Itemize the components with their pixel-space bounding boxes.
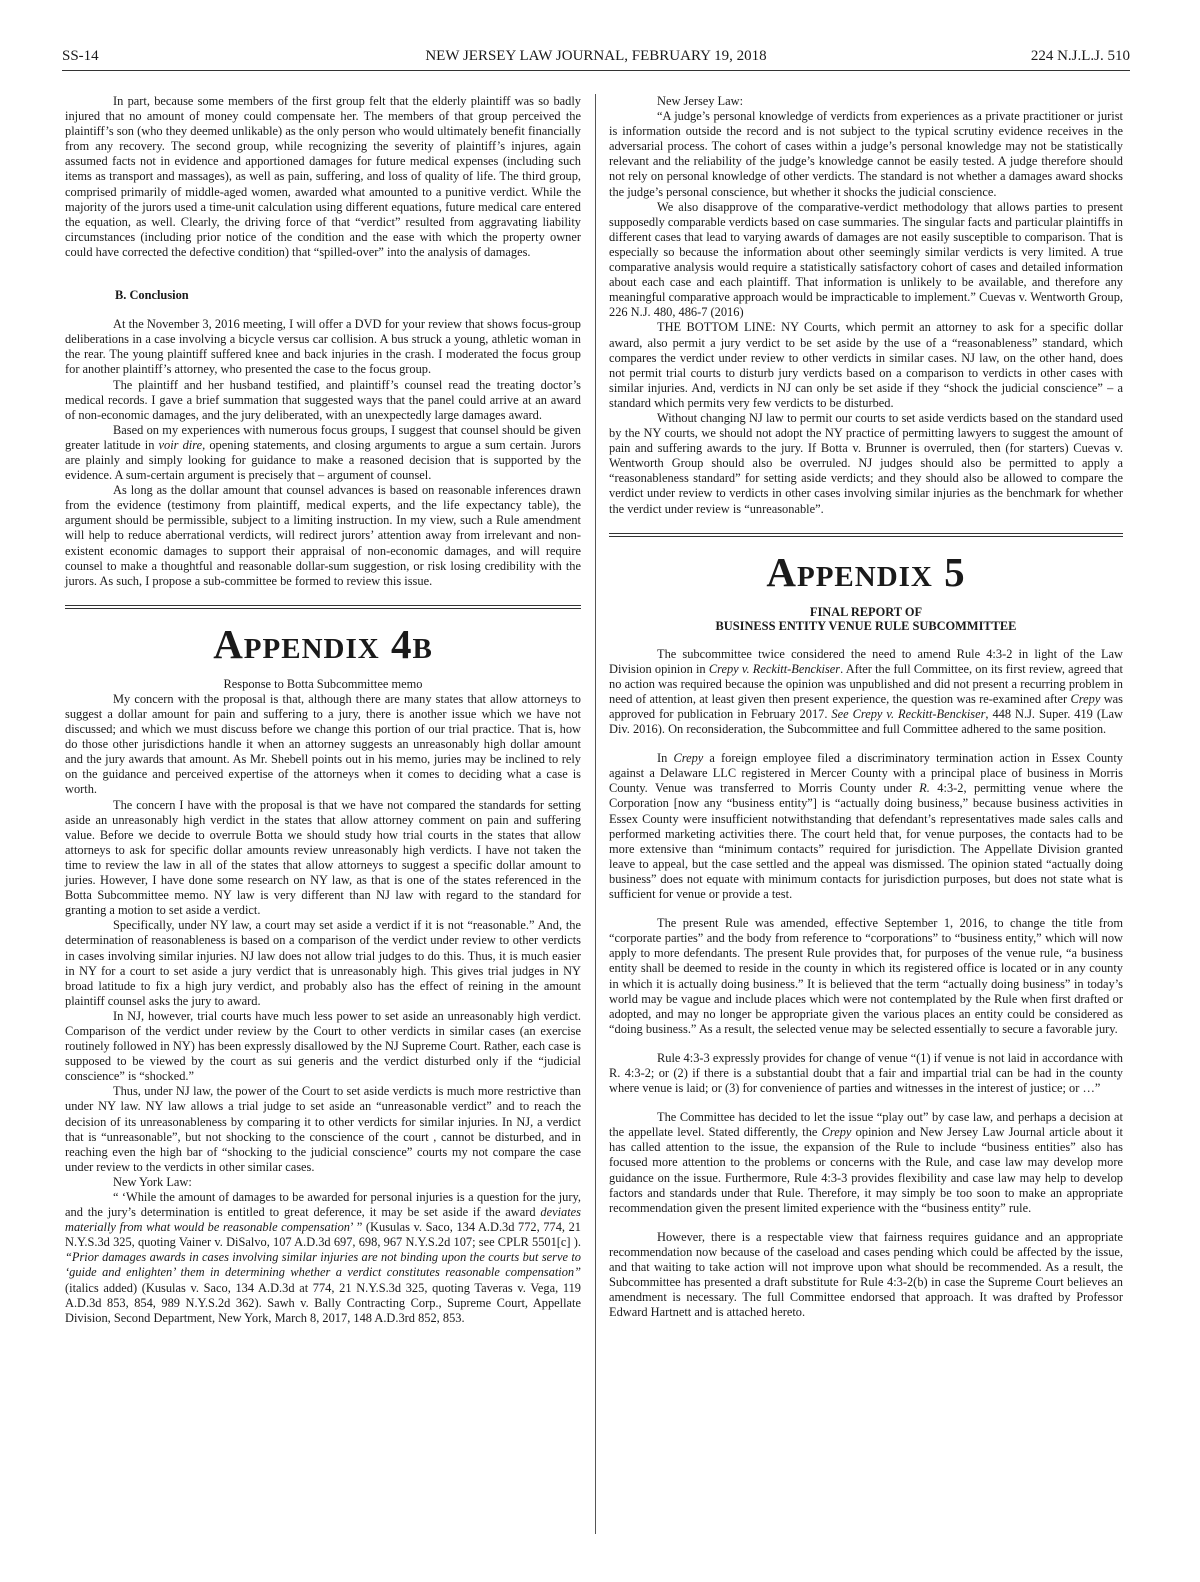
paragraph: The Committee has decided to let the issue “play out” by case law, and perhaps a decision at the appellate level. Stated differently, the Crepy opinion and New Jersey Law Journal article about it has called attention to the issue, the expansion of the Rule to include “business entities” also has focused more attention to the problems or concerns with the Rule, and case law may develop more guidance on the issue. Furthermore, Rule 4:3-3 provides flexibility and case law may help to develop factors and standards under that Rule. Therefore, it may simply be too soon to make an appropriate recommendation given the present limited experience with the “business entity” rule. [609,1110,1123,1215]
paragraph: My concern with the proposal is that, although there are many states that allow attorneys to suggest a dollar amount for pain and suffering to a jury, there is another issue which we have not discussed; and which we must discuss before we change this portion of our trial practice. That is, how do those other jurisdictions handle it when an attorney suggests an unreasonably high dollar amount and the jury awards that amount. As Mr. Shebell points out in his memo, juries may be inclined to rely on the guidance and perceived expertise of the attorneys when it comes to deciding what a case is worth. [65,691,581,797]
paragraph: Rule 4:3-3 expressly provides for change of venue “(1) if venue is not laid in accordance with R. 4:3-2; or (2) if there is a substantial doubt that a fair and impartial trial can be had in the county where venue is laid; or (3) for convenience of parties and witnesses in the interest of justice; or …” [609,1050,1123,1096]
appendix-title: Appendix 4b [213,620,433,667]
paragraph: However, there is a respectable view that fairness requires guidance and an appropriate recommendation now because of the caseload and cases pending which could be affected by the issue, and that waiting to take action will not improve upon what should be recommended. As a result, the Subcommittee has presented a draft substitute for Rule 4:3-2(b) in case the Supreme Court believes an amendment is necessary. The full Committee endorsed that approach. It was drafted by Professor Edward Hartnett and is attached hereto. [609,1229,1123,1320]
appendix-title: Appendix 5 [766,548,966,595]
report-title-line-2: BUSINESS ENTITY VENUE RULE SUBCOMMITTEE [715,618,1017,633]
paragraph: In Crepy a foreign employee filed a discriminatory termination action in Essex County against a Delaware LLC registered in Mercer County with a principal place of business in Morris County. Venue was transferred to Morris County under R. 4:3-2, permitting venue where the Corporation [now any “business entity”] is “actually doing business,” because business activities in Essex County were insufficient notwithstanding that defendant’s representatives made sales calls and performed marketing activities there. The court held that, for venue purposes, the contacts had to be more extensive than “minimum contacts” required for jurisdiction. The Appellate Division granted leave to appeal, but the case settled and the appeal was dismissed. The opinion stated “actually doing business” does not equate with minimum contacts for jurisdiction purposes, but does not state what is sufficient for venue or provide a test. [609,751,1123,902]
paragraph: The present Rule was amended, effective September 1, 2016, to change the title from “corporate parties” and the body from reference to “corporations” to “business entity,” which will now apply to more defendants. The present Rule provides that, for purposes of the venue rule, “a business entity shall be deemed to reside in the county in which its registered office is located or in any county in which it is actually doing business.” It is believed that the term “actually doing business” in today’s world may be vague and include places which were not contemplated by the Rule when first drafted or adopted, and may no longer be appropriate given the various places an entity could be considered as “doing business.” As a result, the selected venue may be selected essentially to secure a favorable jury. [609,916,1123,1036]
paragraph: The plaintiff and her husband testified, and plaintiff’s counsel read the treating doctor’s medical records. I gave a brief summation that suggested ways that the panel could arrive at an award of non-economic damages, and the jury deliberated, with an unexpectedly large damages award. [65,377,581,422]
report-title-line-1: FINAL REPORT OF [809,604,923,619]
memo-title: Response to Botta Subcommittee memo [223,676,423,691]
nj-law-label: New Jersey Law: [657,94,744,108]
section-divider [609,533,1123,537]
column-divider [595,94,596,1534]
paragraph: Thus, under NJ law, the power of the Court to set aside verdicts is much more restrictive than under NY law. NY law allows a trial judge to set aside an “unreasonable verdict” and to reach the decision of its unreasonableness by comparing it to other verdicts for similar injuries. In NJ, a verdict that is “unreasonable”, but not shocking to the conscience of the court , cannot be disturbed, and in reaching even the high bar of “shocking to the judicial conscience” courts my not compare the case under review to the verdicts in other similar cases. [65,1084,581,1174]
paragraph: Specifically, under NY law, a court may set aside a verdict if it is not “reasonable.” And, the determination of reasonableness is based on a comparison of the verdict under review to other verdicts in cases involving similar injuries. NJ law does not allow trial judges to do this. Thus, it is much easier in NY for a court to set aside a jury verdict that is unreasonably high. This gives trial judges in NY broad latitude to fix a high jury verdict, and probably also has the effect of reining in the amount plaintiff counsel asks the jury to award. [65,918,581,1008]
ny-law-label: New York Law: [113,1174,192,1189]
paragraph: THE BOTTOM LINE: NY Courts, which permit an attorney to ask for a specific dollar award, also permit a jury verdict to be set aside by the use of a “reasonableness” standard, which compares the verdict under review to other verdicts in similar cases. NJ law, on the other hand, does not permit trial courts to disturb jury verdicts based on a comparison to verdicts in other cases with similar injuries. And, verdicts in NJ can only be set aside if they “shock the judicial conscience” – a standard which permits very few verdicts to be disturbed. [609,320,1123,410]
paragraph: In part, because some members of the first group felt that the elderly plaintiff was so badly injured that no amount of money could compensate her. The members of that group perceived the plaintiff’s son (who they deemed unlikable) as the only person who would ultimately benefit financially from any recovery. The second group, while recognizing the severity of plaintiff’s injures, again assumed facts not in evidence and apportioned damages for future medical expenses (including such items as transport and massages), as well as pain, suffering, and loss of quality of life. The third group, comprised primarily of middle-aged women, awarded what amounted to a punitive verdict. While the majority of the jurors used a time-unit calculation using different equations, future medical care entered the equation, as well. Clearly, the driving force of that “verdict” resulted from aggravating liability circumstances (including prior notice of the condition and the ease with which the property owner could have corrected the defective condition) that “spilled-over” into the analysis of damages. [65,94,581,259]
paragraph: In NJ, however, trial courts have much less power to set aside an unreasonably high verdict. Comparison of the verdict under review by the Court to other verdicts in similar cases (an exercise routinely followed in NY) has been expressly disallowed by the NJ Supreme Court. Rather, each case is supposed to be viewed by the court as sui generis and the verdict disturbed only if the “judicial conscience” is “shocked.” [65,1008,581,1084]
paragraph: “ ‘While the amount of damages to be awarded for personal injuries is a question for the jury, and the jury’s determination is entitled to great deference, it may be set aside if the award deviates materially from what would be reasonable compensation’ ” (Kusulas v. Saco, 134 A.D.3d 772, 774, 21 N.Y.S.3d 325, quoting Vainer v. DiSalvo, 107 A.D.3d 697, 698, 967 N.Y.S.2d 107; see CPLR 5501[c] ). “Prior damages awards in cases involving similar injuries are not binding upon the courts but serve to ‘guide and enlighten’ them in determining whether a verdict constitutes reasonable compensation” (italics added) (Kusulas v. Saco, 134 A.D.3d at 774, 21 N.Y.S.3d 325, quoting Taveras v. Vega, 119 A.D.3d 853, 854, 989 N.Y.S.2d 362). Sawh v. Bally Contracting Corp., Supreme Court, Appellate Division, Second Department, New York, March 8, 2017, 148 A.D.3rd 852, 853. [65,1190,582,1325]
section-heading-conclusion: B. Conclusion [115,288,189,303]
page-header [62,48,1130,68]
paragraph: At the November 3, 2016 meeting, I will offer a DVD for your review that shows focus-group deliberations in a case involving a bicycle versus car collision. A bus struck a young, athletic woman in the rear. The young plaintiff suffered knee and back injuries in the crash. I moderated the focus group for another plaintiff’s attorney, who presented the case to the focus group. [65,317,581,377]
paragraph: The concern I have with the proposal is that we have not compared the standards for setting aside an unreasonably high verdict in the states that allow attorney comment on pain and suffering value. Before we decide to overrule Botta we should study how trial courts in the states that allow attorneys to ask for specific dollar amounts review unreasonably high verdicts. I have not taken the time to review the law in all of the states that allow attorneys to suggest a specific dollar amount to juries. However, I have done some research on NY law, as that is one of the states referenced in the Botta Subcommittee memo. NY law is very different than NJ law with regard to the standard for granting a motion to set aside a verdict. [65,797,581,918]
paragraph: Without changing NJ law to permit our courts to set aside verdicts based on the standard used by the NY courts, we should not adopt the NY practice of permitting lawyers to suggest the amount of pain and suffering awards to the jury. If Botta v. Brunner is overruled, then (for starters) Cuevas v. Wentworth Group should also be overruled. NJ judges should also be permitted to apply a “reasonableness standard” for setting aside verdicts; and they should also be allowed to compare the verdict under review to verdicts in other cases involving similar injuries as the benchmark for whether the verdict under review is “unreasonable”. [609,410,1123,516]
right-column [609,94,1123,1320]
paragraph: As long as the dollar amount that counsel advances is based on reasonable inferences drawn from the evidence (testimony from plaintiff, medical experts, and the life expectancy table), the argument should be permissible, subject to a limiting instruction. In my view, such a Rule amendment will help to reduce aberrational verdicts, will redirect jurors’ attention away from irrelevant and non-existent economic damages to support their appraisal of non-economic damages, and will require counsel to make a thoughtful and reasonable dollar-sum suggestion, or risk losing credibility with the jurors. As such, I propose a sub-committee be formed to review this issue. [65,483,581,588]
paragraph: Based on my experiences with numerous focus groups, I suggest that counsel should be given greater latitude in voir dire, opening statements, and closing arguments to argue a sum certain. Jurors are plainly and simply looking for guidance to make a reasoned decision that is supported by the evidence. A sum-certain argument is precisely that – argument of counsel. [65,422,581,483]
section-divider [65,605,581,609]
paragraph: We also disapprove of the comparative-verdict methodology that allows parties to present supposedly comparable verdicts based on case summaries. The singular facts and particular plaintiffs in different cases that lead to varying awards of damages are not easily susceptible to comparison. That is especially so because the information about other seemingly similar verdicts is very limited. A true comparative analysis would require a statistically satisfactory cohort of cases and detailed information about each case and each plaintiff. That information is unlikely to be available, and therefore any meaningful comparative approach would be impracticable to implement.” Cuevas v. Wentworth Group, 226 N.J. 480, 486-7 (2016) [609,199,1123,320]
citation: 224 N.J.L.J. 510 [1030,48,1130,64]
left-column [65,94,581,1326]
paragraph: “A judge’s personal knowledge of verdicts from experiences as a private practitioner or jurist is information outside the record and is not subject to the typical scrutiny evidence receives in the adversarial process. The cohort of cases within a judge’s personal knowledge may not be statistically relevant and the reliability of the judge’s knowledge cannot be easily tested. A judge therefore should not rely on personal knowledge of other verdicts. The standard is not whether a damages award shocks the judge’s personal conscience, but whether it shocks the judicial conscience. [609,109,1123,199]
page-number: SS-14 [62,48,99,64]
header-rule [62,70,1130,71]
publication-title: NEW JERSEY LAW JOURNAL, FEBRUARY 19, 2018 [425,48,767,64]
paragraph: The subcommittee twice considered the need to amend Rule 4:3-2 in light of the Law Division opinion in Crepy v. Reckitt-Benckiser. After the full Committee, on its first review, agreed that no action was required because the opinion was unpublished and did not present a recurring problem in need of attention, at least given then present experience, the question was re-examined after Crepy was approved for publication in February 2017. See Crepy v. Reckitt-Benckiser, 448 N.J. Super. 419 (Law Div. 2016). On reconsideration, the Subcommittee and full Committee adhered to the same position. [609,646,1123,737]
